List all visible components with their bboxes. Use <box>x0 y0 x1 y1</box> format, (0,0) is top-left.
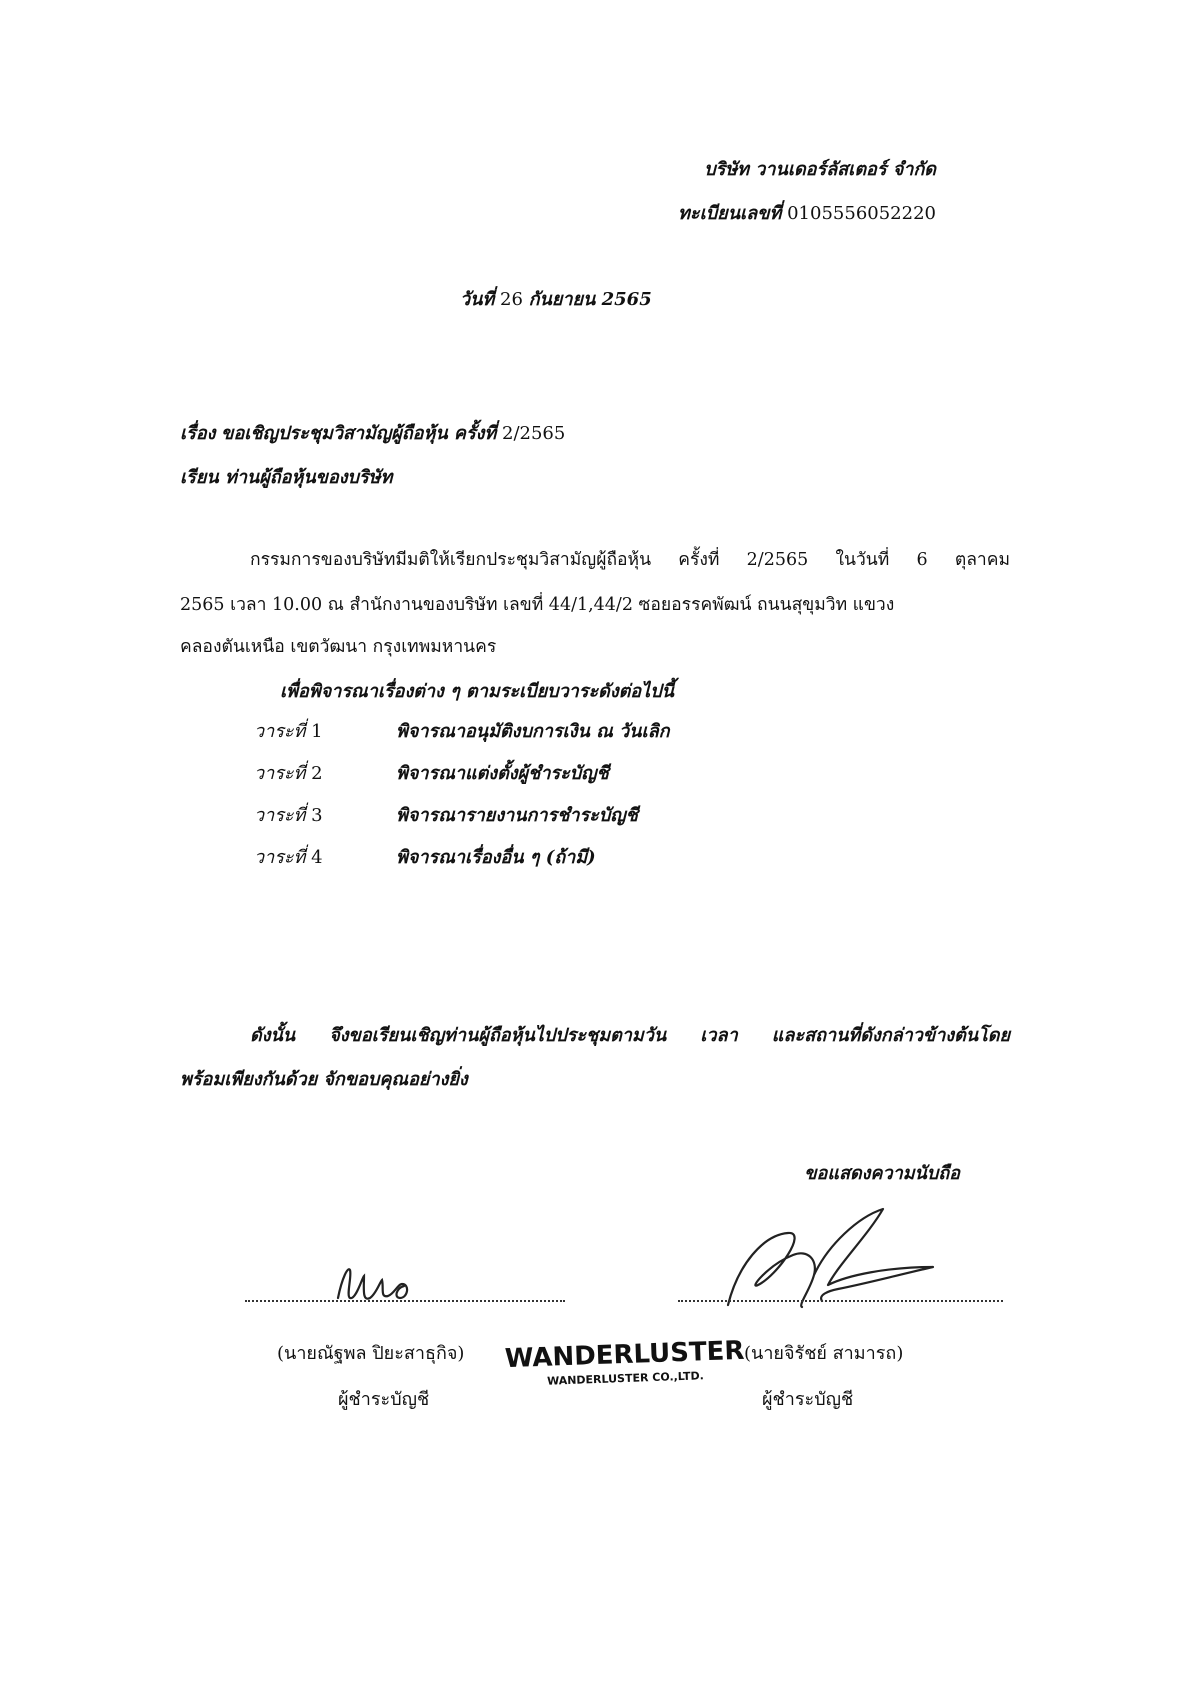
closing-line-1: ดังนั้น จึงขอเรียนเชิญท่านผู้ถือหุ้นไปประชุมตามวัน เวลา และสถานที่ดังกล่าวข้างต้นโดย <box>250 1025 1010 1046</box>
agenda-number <box>254 842 323 871</box>
left-signatory-name: (นายณัฐพล ปิยะสาธุกิจ) <box>277 1343 465 1364</box>
agenda-label: วาระที่ <box>254 805 306 826</box>
right-signature <box>718 1205 948 1315</box>
agenda-label: วาระที่ <box>254 721 306 742</box>
right-signatory-name: (นายจิรัชย์ สามารถ) <box>744 1343 904 1364</box>
registration-number: 0105556052220 <box>787 203 936 224</box>
company-stamp <box>504 1336 745 1389</box>
company-name: บริษัท วานเดอร์ลัสเตอร์ จำกัด <box>704 159 936 180</box>
subject-number: 2/2565 <box>502 423 566 444</box>
agenda-item <box>254 758 954 788</box>
right-signatory-title: ผู้ชำระบัญชี <box>762 1389 854 1410</box>
subject-line <box>180 418 565 447</box>
date-label: วันที่ <box>460 289 495 310</box>
agenda-item <box>254 716 954 746</box>
agenda-text: พิจารณาเรื่องอื่น ๆ (ถ้ามี) <box>396 847 596 868</box>
agenda-number <box>254 758 323 787</box>
agenda-intro: เพื่อพิจารณาเรื่องต่าง ๆ ตามระเบียบวาระดังต่อไปนี้ <box>280 681 674 702</box>
registration-label: ทะเบียนเลขที่ <box>678 203 782 224</box>
agenda-item <box>254 800 954 830</box>
date-month-year: กันยายน 2565 <box>528 289 652 310</box>
body-line-1: กรรมการของบริษัทมีมติให้เรียกประชุมวิสามัญผู้ถือหุ้น ครั้งที่ 2/2565 ในวันที่ 6 ตุลาคม <box>250 550 1010 570</box>
stamp-brand: WANDERLUSTER <box>504 1335 745 1375</box>
stamp-company: WANDERLUSTER CO.,LTD. <box>546 1369 705 1388</box>
body-line-2: 2565 เวลา 10.00 ณ สำนักงานของบริษัท เลขที่ 44/1,44/2 ซอยอรรคพัฒน์ ถนนสุขุมวิท แขวง <box>180 595 895 615</box>
left-signatory-title: ผู้ชำระบัญชี <box>338 1389 430 1410</box>
body-line-3: คลองตันเหนือ เขตวัฒนา กรุงเทพมหานคร <box>180 637 497 657</box>
agenda-index: 2 <box>311 763 323 784</box>
right-signature-line <box>678 1300 1003 1302</box>
agenda-text: พิจารณาอนุมัติงบการเงิน ณ วันเลิก <box>396 721 670 742</box>
closing-regards: ขอแสดงความนับถือ <box>804 1163 960 1184</box>
agenda-index: 4 <box>311 847 323 868</box>
agenda-index: 1 <box>311 721 323 742</box>
subject-text: ขอเชิญประชุมวิสามัญผู้ถือหุ้น ครั้งที่ <box>221 423 497 444</box>
salutation-text: ท่านผู้ถือหุ้นของบริษัท <box>224 467 393 488</box>
closing-line-2: พร้อมเพียงกันด้วย จักขอบคุณอย่างยิ่ง <box>180 1069 468 1090</box>
left-signature-line <box>245 1300 565 1302</box>
salutation-label: เรียน <box>180 467 219 488</box>
registration-line <box>678 198 936 227</box>
subject-label: เรื่อง <box>180 423 216 444</box>
salutation-line <box>180 462 392 491</box>
agenda-text: พิจารณาแต่งตั้งผู้ชำระบัญชี <box>396 763 609 784</box>
agenda-number <box>254 800 323 829</box>
agenda-label: วาระที่ <box>254 763 306 784</box>
agenda-item <box>254 842 954 872</box>
agenda-number <box>254 716 323 745</box>
agenda-label: วาระที่ <box>254 847 306 868</box>
date-day: 26 <box>500 289 523 310</box>
agenda-index: 3 <box>311 805 323 826</box>
agenda-text: พิจารณารายงานการชำระบัญชี <box>396 805 638 826</box>
letter-date <box>460 284 652 313</box>
